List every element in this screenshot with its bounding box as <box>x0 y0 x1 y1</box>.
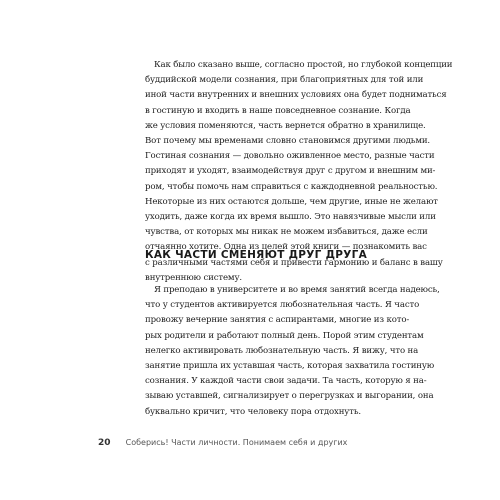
text-line: в гостиную и входить в наше повседневное сознание. Когда <box>145 105 411 116</box>
text-line: буквально кричит, что человеку пора отдохнуть. <box>145 406 361 417</box>
running-title: Соберись! Части личности. Понимаем себя и других <box>125 438 348 447</box>
text-line: занятие пришла их уставшая часть, которая захватила гостиную <box>145 361 435 372</box>
text-line: что у студентов активируется любознательная часть. Я часто <box>145 300 420 311</box>
page-footer <box>98 430 347 449</box>
text-line: же условия поменяются, часть вернется обратно в хранилище. <box>145 120 426 131</box>
text-line: приходят и уходят, взаимодействуя друг с другом и внешним ми- <box>145 166 436 177</box>
text-line: Я преподаю в университете и во время занятий всегда надеюсь, <box>154 285 440 295</box>
text-line: внутреннюю систему. <box>145 272 242 283</box>
text-line: Гостиная сознания — довольно оживленное место, разные части <box>145 151 435 162</box>
text-line: Как было сказано выше, согласно простой, но глубокой концепции <box>154 60 453 70</box>
paragraph-2 <box>145 283 440 420</box>
text-line: уходить, даже когда их время вышло. Это навязчивые мысли или <box>145 212 436 223</box>
text-line: Вот почему мы временами словно становимся другими людьми. <box>145 136 431 147</box>
text-line: сознания. У каждой части свои задачи. Та часть, которую я на- <box>145 376 427 387</box>
text-line: ром, чтобы помочь нам справиться с каждодневной реальностью. <box>145 181 438 192</box>
page-number: 20 <box>98 438 111 448</box>
text-line: зываю уставшей, сигнализирует о перегрузках и выгорании, она <box>145 391 434 402</box>
text-line: с различными частями себя и привести гармонию и баланс в вашу <box>145 257 443 268</box>
text-line: иной части внутренних и внешних условиях она будет подниматься <box>145 90 447 101</box>
section-heading: КАК ЧАСТИ СМЕНЯЮТ ДРУГ ДРУГА <box>145 249 368 261</box>
text-line: чувства, от которых мы никак не можем избавиться, даже если <box>145 227 428 238</box>
text-line: Некоторые из них остаются дольше, чем другие, иные не желают <box>145 196 438 207</box>
text-line: провожу вечерние занятия с аспирантами, многие из кото- <box>145 315 410 326</box>
text-line: рых родители и работают полный день. Порой этим студентам <box>145 330 424 341</box>
text-line: отчаянно хотите. Одна из целей этой книги — познакомить вас <box>145 242 427 253</box>
text-line: буддийской модели сознания, при благоприятных для той или <box>145 75 424 86</box>
text-line: нелегко активировать любознательную часть. Я вижу, что на <box>145 345 419 356</box>
